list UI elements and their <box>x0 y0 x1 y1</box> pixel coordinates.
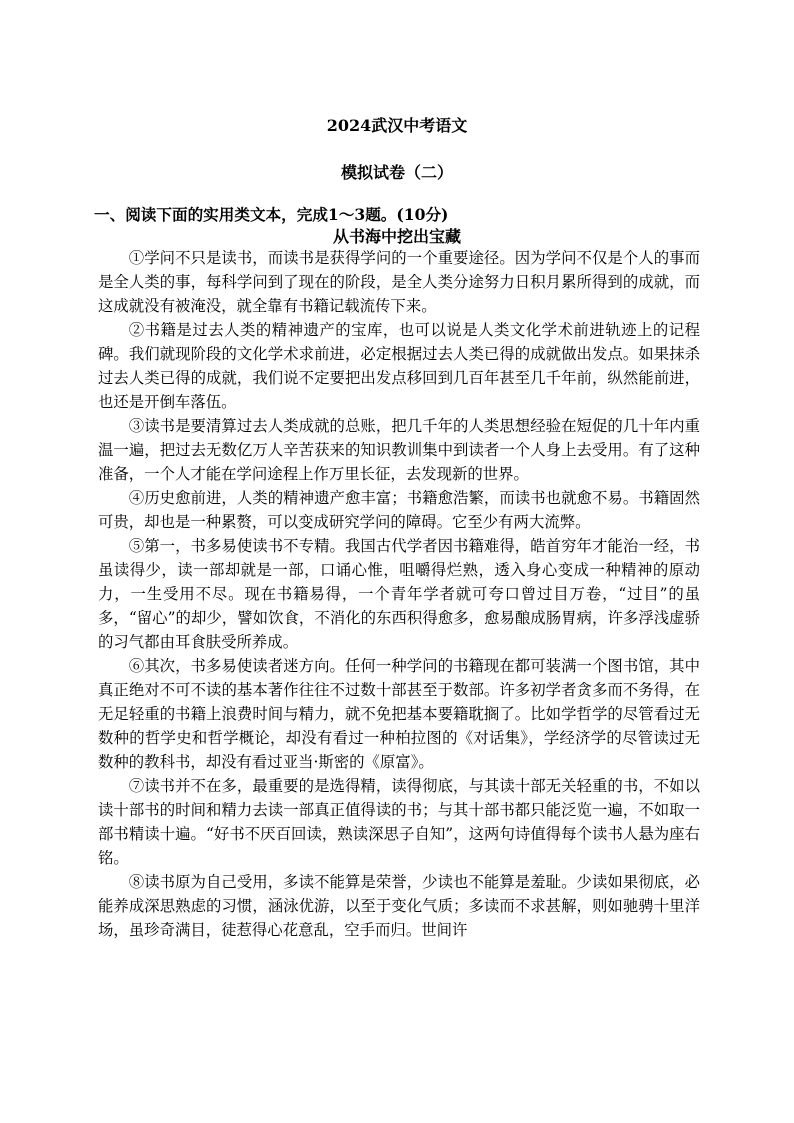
paragraph-8: ⑧读书原为自己受用，多读不能算是荣誉，少读也不能算是羞耻。少读如果彻底，必能养成深思熟虑的习惯，涵泳优游，以至于变化气质；多读而不求甚解，则如驰骋十里洋场，虽珍奇满目，徒惹得心花意乱，空手而归。世间许 <box>98 873 700 939</box>
paragraph-1: ①学问不只是读书，而读书是获得学问的一个重要途径。因为学问不仅是个人的事而是全人类的事，每科学问到了现在的阶段，是全人类分途努力日积月累所得到的成就，而这成就没有被淹没，就全靠有书籍记载流传下来。 <box>98 249 700 315</box>
exam-subtitle: 模拟试卷（二） <box>340 163 453 182</box>
article-body <box>98 246 700 942</box>
section-heading: 一、阅读下面的实用类文本，完成1～3题。(10分) <box>94 205 449 224</box>
article-title: 从书海中挖出宝藏 <box>332 227 461 246</box>
paragraph-4: ④历史愈前进，人类的精神遗产愈丰富；书籍愈浩繁，而读书也就愈不易。书籍固然可贵，却也是一种累赘，可以变成研究学问的障碍。它至少有两大流弊。 <box>98 489 700 531</box>
paragraph-2: ②书籍是过去人类的精神遗产的宝库，也可以说是人类文化学术前进轨迹上的记程碑。我们就现阶段的文化学术求前进，必定根据过去人类已得的成就做出发点。如果抹杀过去人类已得的成就，我们说不定要把出发点移回到几百年甚至几千年前，纵然能前进，也还是开倒车落伍。 <box>98 321 700 411</box>
paragraph-5: ⑤第一，书多易使读书不专精。我国古代学者因书籍难得，皓首穷年才能治一经，书虽读得少，读一部却就是一部，口诵心惟，咀嚼得烂熟，透入身心变成一种精神的原动力，一生受用不尽。现在书籍易得，一个青年学者就可夸口曾过目万卷，“过目”的虽多，“留心”的却少，譬如饮食，不消化的东西积得愈多，愈易酿成肠胃病，许多浮浅虚骄的习气都由耳食肤受所养成。 <box>98 537 700 651</box>
paragraph-3: ③读书是要清算过去人类成就的总账，把几千年的人类思想经验在短促的几十年内重温一遍，把过去无数亿万人辛苦获来的知识教训集中到读者一个人身上去受用。有了这种准备，一个人才能在学问途程上作万里长征，去发现新的世界。 <box>98 417 700 483</box>
paragraph-6: ⑥其次，书多易使读者迷方向。任何一种学问的书籍现在都可装满一个图书馆，其中真正绝对不可不读的基本著作往往不过数十部甚至于数部。许多初学者贪多而不务得，在无足轻重的书籍上浪费时间与精力，就不免把基本要籍耽搁了。比如学哲学的尽管看过无数种的哲学史和哲学概论，却没有看过一种柏拉图的《对话集》，学经济学的尽管读过无数种的教科书，却没有看过亚当·斯密的《原富》。 <box>98 657 700 771</box>
exam-title: 2024武汉中考语文 <box>326 116 468 135</box>
paragraph-7: ⑦读书并不在多，最重要的是选得精，读得彻底，与其读十部无关轻重的书，不如以读十部书的时间和精力去读一部真正值得读的书；与其十部书都只能泛览一遍，不如取一部书精读十遍。“好书不厌百回读，熟读深思子自知”，这两句诗值得每个读书人悬为座右铭。 <box>98 777 700 867</box>
